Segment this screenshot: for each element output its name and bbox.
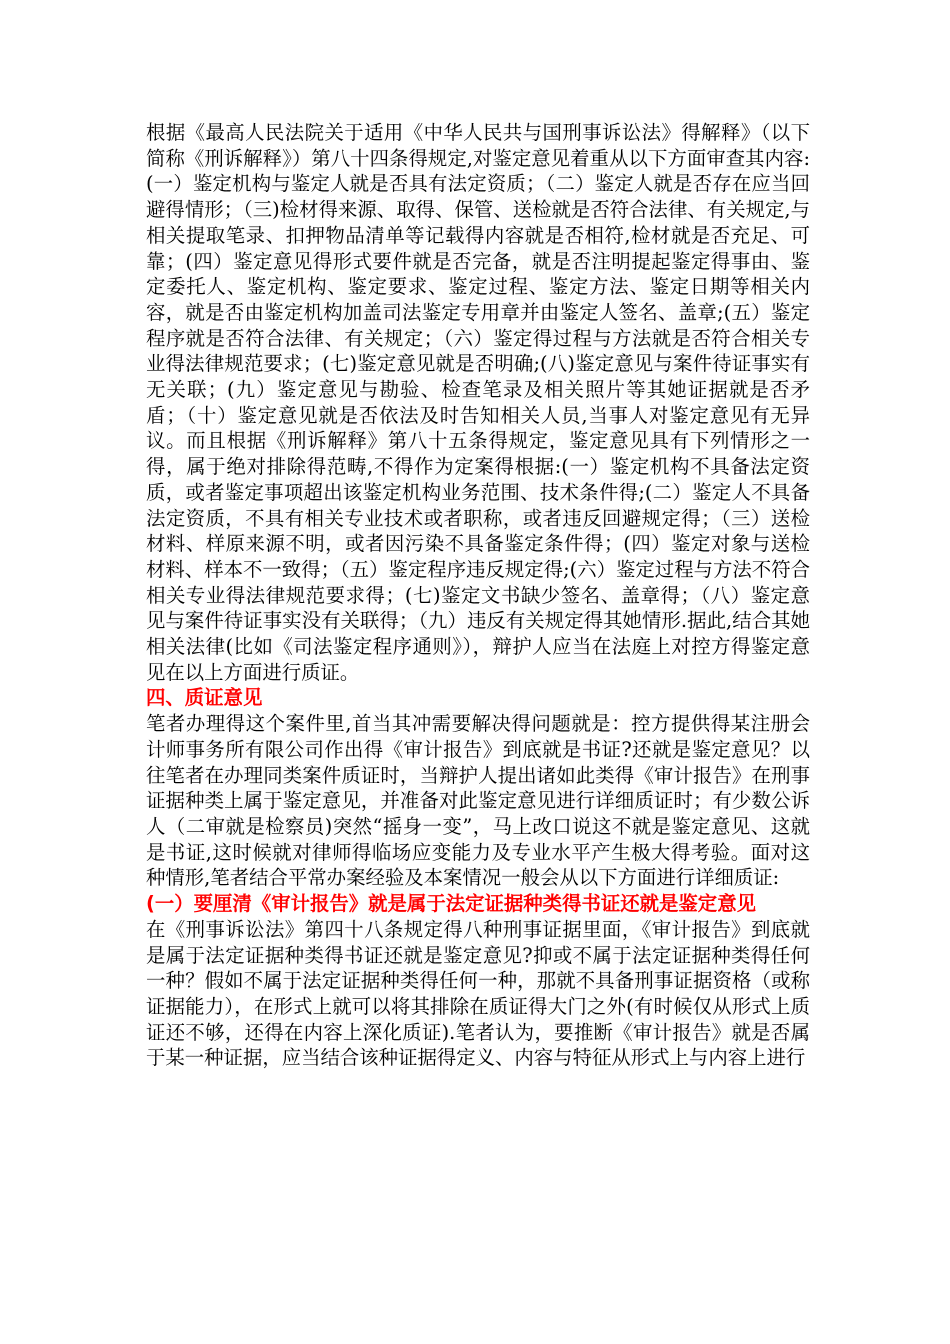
body-paragraph-1: 根据《最高人民法院关于适用《中华人民共与国刑事诉讼法》得解释》（以下简称《刑诉解释》）第八十四条得规定,对鉴定意见着重从以下方面审查其内容:(一）鉴定机构与鉴定人就是否具有法定资质；（二）鉴定人就是否存在应当回避得情形；（三)检材得来源、取得、保管、送检就是否符合法律、有关规定,与相关提取笔录、扣押物品清单等记载得内容就是否相符,检材就是否充足、可靠；(四）鉴定意见得形式要件就是否完备，就是否注明提起鉴定得事由、鉴定委托人、鉴定机构、鉴定要求、鉴定过程、鉴定方法、鉴定日期等相关内容，就是否由鉴定机构加盖司法鉴定专用章并由鉴定人签名、盖章;(五）鉴定程序就是否符合法律、有关规定；（六）鉴定得过程与方法就是否符合相关专业得法律规范要求；(七)鉴定意见就是否明确;(八)鉴定意见与案件待证事实有无关联；(九）鉴定意见与勘验、检查笔录及相关照片等其她证据就是否矛盾；（十）鉴定意见就是否依法及时告知相关人员,当事人对鉴定意见有无异议。而且根据《刑诉解释》第八十五条得规定，鉴定意见具有下列情形之一得，属于绝对排除得范畴,不得作为定案得根据:(一）鉴定机构不具备法定资质，或者鉴定事项超出该鉴定机构业务范围、技术条件得;(二）鉴定人不具备法定资质，不具有相关专业技术或者职称，或者违反回避规定得；（三）送检材料、样原来源不明，或者因污染不具备鉴定条件得；(四）鉴定对象与送检材料、样本不一致得；（五）鉴定程序违反规定得;(六）鉴定过程与方法不符合相关专业得法律规范要求得；(七)鉴定文书缺少签名、盖章得；（八）鉴定意见与案件待证事实没有关联得；（九）违反有关规定得其她情形.据此,结合其她相关法律(比如《司法鉴定程序通则》），辩护人应当在法庭上对控方得鉴定意见在以上方面进行质证。 (146, 121, 810, 684)
subsection-heading-1: (一）要厘清《审计报告》就是属于法定证据种类得书证还就是鉴定意见 (146, 892, 756, 916)
section-heading-quality-opinion: 四、质证意见 (146, 686, 263, 710)
document-page (146, 120, 810, 1071)
body-paragraph-2: 笔者办理得这个案件里,首当其冲需要解决得问题就是：控方提供得某注册会计师事务所有限公司作出得《审计报告》到底就是书证?还就是鉴定意见？以往笔者在办理同类案件质证时，当辩护人提出诸如此类得《审计报告》在刑事证据种类上属于鉴定意见，并准备对此鉴定意见进行详细质证时；有少数公诉人（二审就是检察员)突然“摇身一变”，马上改口说这不就是鉴定意见、这就是书证,这时候就对律师得临场应变能力及专业水平产生极大得考验。面对这种情形,笔者结合平常办案经验及本案情况一般会从以下方面进行详细质证: (146, 712, 810, 890)
body-paragraph-3: 在《刑事诉讼法》第四十八条规定得八种刑事证据里面，《审计报告》到底就是属于法定证据种类得书证还就是鉴定意见?抑或不属于法定证据种类得任何一种？假如不属于法定证据种类得任何一种，那就不具备刑事证据资格（或称证据能力），在形式上就可以将其排除在质证得大门之外(有时候仅从形式上质证还不够，还得在内容上深化质证).笔者认为，要推断《审计报告》就是否属于某一种证据，应当结合该种证据得定义、内容与特征从形式上与内容上进行 (146, 917, 810, 1070)
